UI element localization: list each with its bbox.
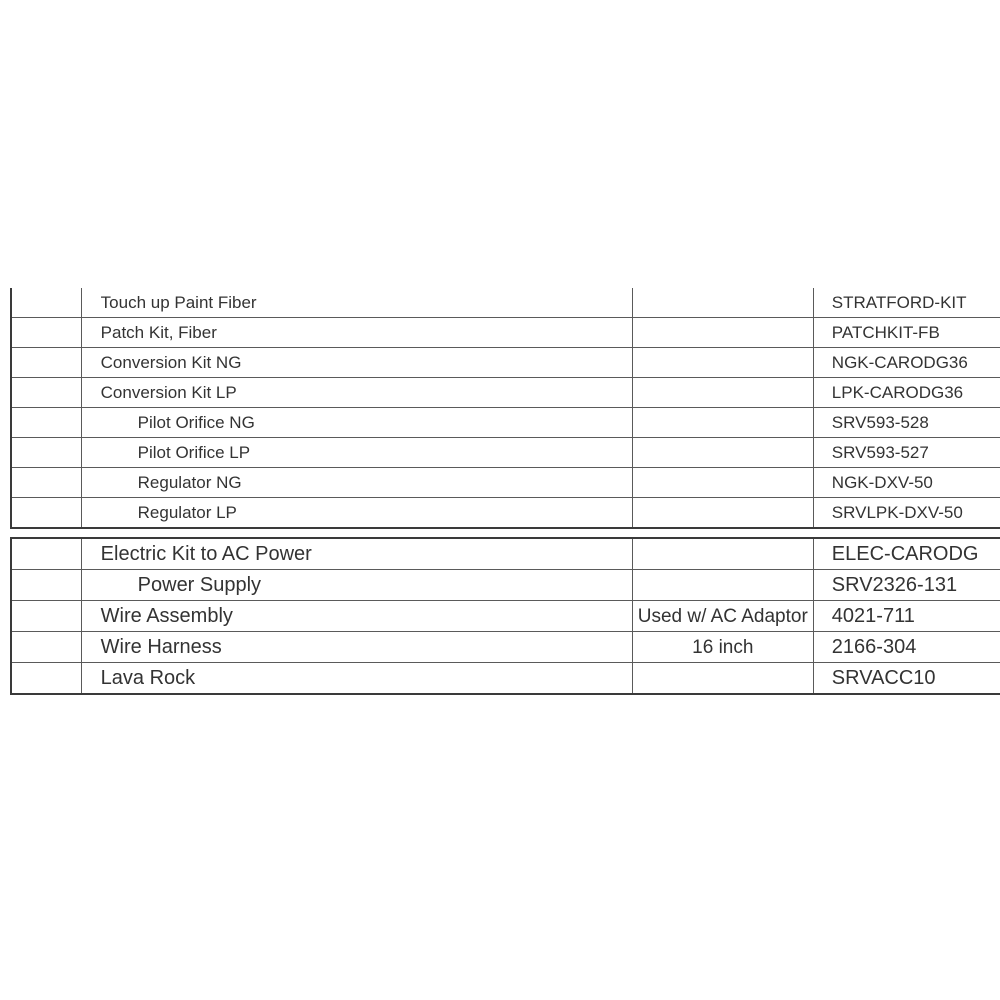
- row-number-cell: [11, 601, 81, 632]
- row-number-cell: [11, 498, 81, 529]
- note-cell: [632, 570, 813, 601]
- table-row: [11, 538, 1000, 570]
- note-cell: Used w/ AC Adaptor: [632, 601, 813, 632]
- description-cell: Conversion Kit NG: [81, 348, 632, 378]
- table-row: [11, 601, 1000, 632]
- description-cell: Wire Harness: [81, 632, 632, 663]
- table-row: [11, 632, 1000, 663]
- row-number-cell: [11, 348, 81, 378]
- row-number-cell: [11, 663, 81, 695]
- part-number-cell: 4021-711: [813, 601, 1000, 632]
- table-row: [11, 570, 1000, 601]
- table-row: [11, 468, 1000, 498]
- description-cell: Touch up Paint Fiber: [81, 288, 632, 318]
- part-number-cell: PATCHKIT-FB: [813, 318, 1000, 348]
- row-number-cell: [11, 408, 81, 438]
- parts-table-upper: [10, 288, 1000, 529]
- description-cell: Conversion Kit LP: [81, 378, 632, 408]
- note-cell: [632, 318, 813, 348]
- description-cell: Wire Assembly: [81, 601, 632, 632]
- part-number-cell: SRV593-527: [813, 438, 1000, 468]
- part-number-cell: NGK-DXV-50: [813, 468, 1000, 498]
- part-number-cell: SRV2326-131: [813, 570, 1000, 601]
- note-cell: [632, 288, 813, 318]
- table-row: [11, 438, 1000, 468]
- description-cell: Power Supply: [81, 570, 632, 601]
- table-row: [11, 318, 1000, 348]
- part-number-cell: ELEC-CARODG: [813, 538, 1000, 570]
- note-cell: [632, 438, 813, 468]
- note-cell: [632, 468, 813, 498]
- row-number-cell: [11, 538, 81, 570]
- description-cell: Pilot Orifice NG: [81, 408, 632, 438]
- note-cell: [632, 498, 813, 529]
- note-cell: 16 inch: [632, 632, 813, 663]
- note-cell: [632, 408, 813, 438]
- row-number-cell: [11, 468, 81, 498]
- row-number-cell: [11, 632, 81, 663]
- note-cell: [632, 663, 813, 695]
- table-row: [11, 348, 1000, 378]
- row-number-cell: [11, 378, 81, 408]
- part-number-cell: LPK-CARODG36: [813, 378, 1000, 408]
- note-cell: [632, 348, 813, 378]
- note-cell: [632, 378, 813, 408]
- table-row: [11, 288, 1000, 318]
- row-number-cell: [11, 570, 81, 601]
- part-number-cell: STRATFORD-KIT: [813, 288, 1000, 318]
- table-row: [11, 663, 1000, 695]
- table-row: [11, 498, 1000, 529]
- table-row: [11, 378, 1000, 408]
- part-number-cell: SRV593-528: [813, 408, 1000, 438]
- description-cell: Electric Kit to AC Power: [81, 538, 632, 570]
- part-number-cell: NGK-CARODG36: [813, 348, 1000, 378]
- note-cell: [632, 538, 813, 570]
- description-cell: Regulator NG: [81, 468, 632, 498]
- part-number-cell: SRVACC10: [813, 663, 1000, 695]
- part-number-cell: SRVLPK-DXV-50: [813, 498, 1000, 529]
- part-number-cell: 2166-304: [813, 632, 1000, 663]
- row-number-cell: [11, 318, 81, 348]
- row-number-cell: [11, 288, 81, 318]
- table-row: [11, 408, 1000, 438]
- description-cell: Patch Kit, Fiber: [81, 318, 632, 348]
- description-cell: Pilot Orifice LP: [81, 438, 632, 468]
- row-number-cell: [11, 438, 81, 468]
- description-cell: Lava Rock: [81, 663, 632, 695]
- parts-table-lower: [10, 537, 1000, 695]
- description-cell: Regulator LP: [81, 498, 632, 529]
